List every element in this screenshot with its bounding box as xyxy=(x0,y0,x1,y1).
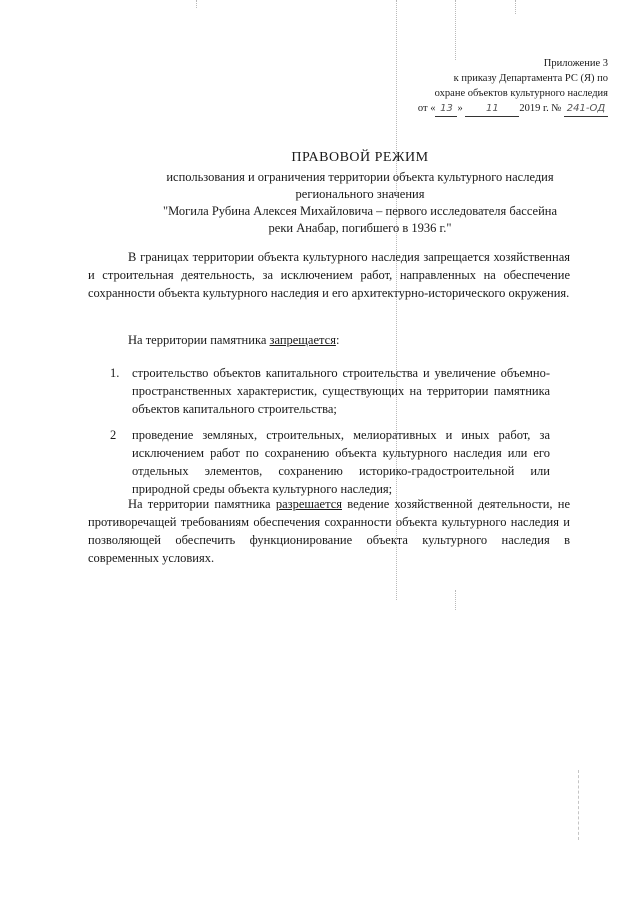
appendix-header xyxy=(348,56,608,117)
subtitle-line: использования и ограничения территории объекта культурного наследия xyxy=(166,170,554,184)
paragraph-text: На территории памятника xyxy=(128,333,267,347)
scan-artifact-line xyxy=(578,770,579,840)
scan-artifact-line xyxy=(515,0,516,14)
paragraph-boundaries xyxy=(88,248,570,302)
date-month-handwritten: 11 xyxy=(465,101,519,117)
date-prefix: от « xyxy=(417,103,436,114)
list-item-text: строительство объектов капитального строительства и увеличение объемно- пространственных характеристик, существующих на территории памятника объектов капитального строительства; xyxy=(132,366,550,416)
date-day-handwritten: 13 xyxy=(435,101,457,117)
appendix-line: охране объектов культурного наследия xyxy=(434,88,608,99)
doc-number-handwritten: 241-ОД xyxy=(564,101,608,117)
appendix-line: к приказу Департамента РС (Я) по xyxy=(453,73,608,84)
list-item-text: проведение земляных, строительных, мелиоративных и иных работ, за исключением работ по сохранению объекта культурного наследия или его отдельных элементов, сохранению историко-градостроительной или природной среды объекта культурного наследия; xyxy=(132,428,550,496)
paragraph-permitted xyxy=(88,495,570,567)
subtitle-line: реки Анабар, погибшего в 1936 г." xyxy=(268,221,452,235)
date-year: 2019 г. № xyxy=(519,103,562,114)
paragraph-text: В границах территории объекта культурного наследия запрещается хозяйственная и строительная деятельность, за исключением работ, направленных на обеспечение сохранности объекта культурного наследия и его архитектурно-исторического окружения. xyxy=(88,250,570,300)
permitted-emphasis: разрешается xyxy=(275,497,342,511)
list-item-number: 2 xyxy=(110,428,117,442)
prohibited-emphasis: запрещается xyxy=(269,333,336,347)
list-item xyxy=(110,364,550,418)
subtitle-line: "Могила Рубина Алексея Михайловича – первого исследователя бассейна xyxy=(162,204,558,218)
paragraph-prohibited-intro xyxy=(88,331,570,349)
list-item xyxy=(110,426,550,498)
scan-artifact-line xyxy=(196,0,197,8)
paragraph-text: ведение хозяйственной деятельности, не противоречащей требованиям обеспечения сохранности объекта культурного наследия и позволяющей обеспечить функционирование объекта культурного наследия в современных условиях. xyxy=(88,497,571,565)
paragraph-text: : xyxy=(335,333,340,347)
list-item-number: 1. xyxy=(110,366,120,380)
scan-artifact-line xyxy=(455,0,456,60)
appendix-line: Приложение 3 xyxy=(543,58,608,69)
title-block xyxy=(100,150,620,237)
date-mid: » xyxy=(457,103,463,114)
subtitle-line: регионального значения xyxy=(295,187,425,201)
appendix-date-line xyxy=(348,101,608,117)
paragraph-text: На территории памятника xyxy=(128,497,271,511)
scan-artifact-line xyxy=(455,590,456,610)
document-title: ПРАВОВОЙ РЕЖИМ xyxy=(291,150,429,165)
